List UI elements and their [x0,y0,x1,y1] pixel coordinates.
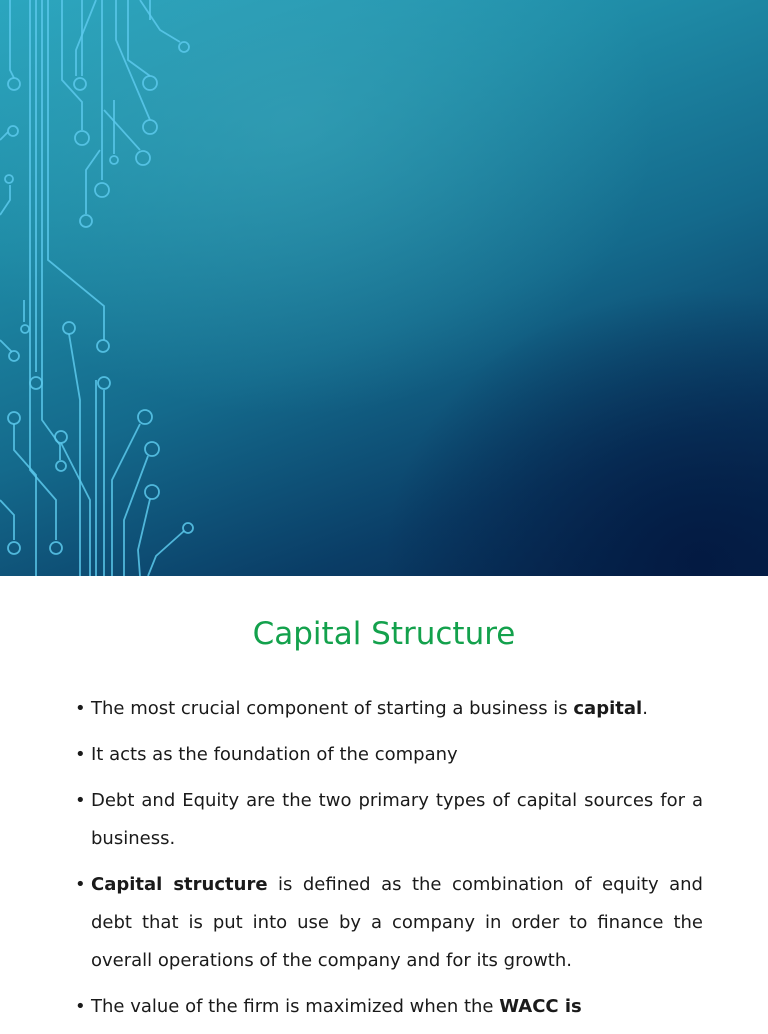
list-item [75,736,703,774]
bullet-list [75,690,703,1034]
slide-title: Capital Structure [252,616,516,652]
bullet-icon: • [75,744,86,765]
bullet-icon: • [75,790,86,811]
list-item [75,988,703,1026]
bullet-icon: • [75,996,86,1017]
bullet-text-end: is defined as the combination of equity and debt that is put into use by a company in order to finance the overall operations of the company and for its growth. [91,874,703,971]
list-item [75,866,703,980]
bullet-text: Debt and Equity are the two primary types of capital sources for a business. [91,790,703,849]
bullet-bold-text: Capital structure [91,874,268,895]
bullet-icon: • [75,698,86,719]
list-item [75,782,703,858]
bullet-icon: • [75,874,86,895]
bullet-text: The most crucial component of starting a business is [91,698,574,719]
bullet-text: The value of the firm is maximized when the [91,996,500,1017]
bullet-text-end: . [642,698,648,719]
bullet-bold-text: WACC is [499,996,582,1017]
bullet-bold-text: capital [573,698,643,719]
list-item [75,690,703,728]
bullet-text: It acts as the foundation of the company [91,744,458,765]
